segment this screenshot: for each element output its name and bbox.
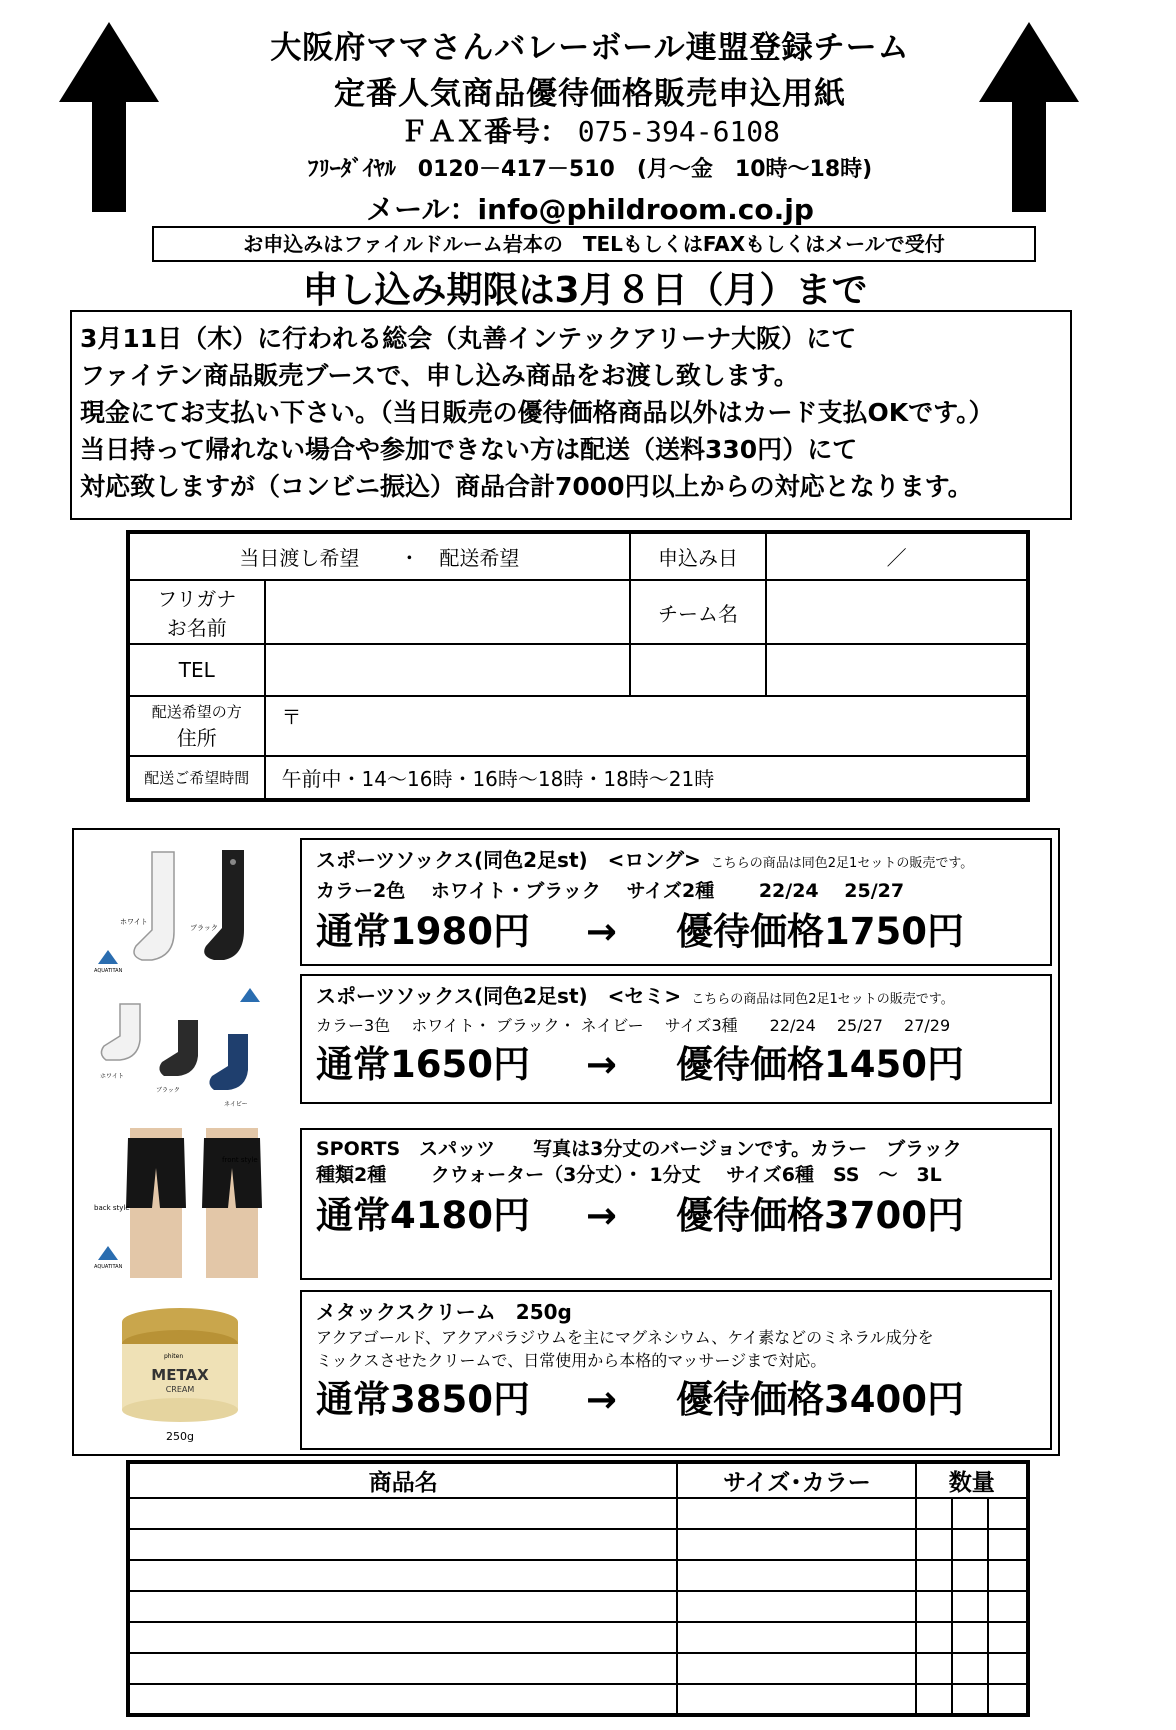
product-name: メタックスクリーム 250g — [316, 1300, 572, 1324]
tel-label: TEL — [128, 644, 265, 696]
up-arrow-left-icon — [54, 22, 164, 212]
label-black: ブラック — [156, 1087, 180, 1094]
qty-cell[interactable] — [988, 1684, 1028, 1715]
size-cell[interactable] — [677, 1653, 916, 1684]
mail-label: メール： — [366, 193, 478, 226]
product-name: SPORTS スパッツ 写真は3分丈のバージョンです。カラー ブラック — [316, 1138, 962, 1160]
mail-address[interactable]: info@phildroom.co.jp — [477, 193, 814, 226]
label-navy: ネイビー — [224, 1101, 248, 1108]
product-card — [300, 838, 1052, 966]
table-row — [128, 1498, 1028, 1529]
metax-cream-image — [94, 1300, 270, 1450]
fax-line — [150, 110, 1030, 150]
product-detail-line1: アクアゴールド、アクアパラジウムを主にマグネシウム、ケイ素などのミネラル成分を — [316, 1328, 934, 1347]
product-detail: 種類2種 クウォーター（3分丈）・ 1分丈 サイズ6種 SS ～ 3L — [316, 1164, 942, 1186]
mail-line — [150, 188, 1030, 228]
deadline-text: 申し込み期限は3月８日（月）まで — [302, 270, 868, 311]
col-size-color: サイズ･カラー — [677, 1462, 916, 1498]
aquatitan-logo: AQUATITAN — [94, 1264, 123, 1270]
postal-mark: 〒 — [281, 705, 302, 729]
product-card — [300, 1128, 1052, 1280]
special-price: 優待価格1450円 — [676, 1043, 964, 1086]
delivery-option-field[interactable]: 当日渡し希望 ・ 配送希望 — [128, 532, 630, 580]
size-cell[interactable] — [677, 1498, 916, 1529]
product-card — [300, 1290, 1052, 1450]
normal-price: 通常1980円 — [316, 910, 530, 953]
product-card — [300, 974, 1052, 1104]
label-black: ブラック — [190, 924, 218, 932]
table-row — [128, 1529, 1028, 1560]
product-name: スポーツソックス(同色2足st) <セミ> — [316, 984, 682, 1008]
qty-cell[interactable] — [916, 1622, 952, 1653]
col-quantity: 数量 — [916, 1462, 1028, 1498]
qty-cell[interactable] — [988, 1529, 1028, 1560]
size-cell[interactable] — [677, 1684, 916, 1715]
qty-cell[interactable] — [916, 1684, 952, 1715]
qty-cell[interactable] — [988, 1560, 1028, 1591]
right-arrow-icon: → — [586, 910, 618, 953]
normal-price: 通常1650円 — [316, 1043, 530, 1086]
product-cell[interactable] — [128, 1591, 677, 1622]
qty-cell[interactable] — [952, 1560, 988, 1591]
table-row — [128, 1560, 1028, 1591]
qty-cell[interactable] — [988, 1653, 1028, 1684]
size-cell[interactable] — [677, 1622, 916, 1653]
team-label: チーム名 — [630, 580, 766, 644]
qty-cell[interactable] — [916, 1529, 952, 1560]
table-row — [128, 1653, 1028, 1684]
fax-label: ＦＡＸ番号： — [399, 115, 568, 148]
info-line: ファイテン商品販売ブースで、申し込み商品をお渡し致します。 — [80, 361, 799, 390]
long-socks-image — [94, 848, 270, 978]
qty-cell[interactable] — [952, 1498, 988, 1529]
order-table — [126, 1460, 1030, 1717]
fax-number: 075-394-6108 — [577, 115, 781, 148]
qty-cell[interactable] — [916, 1498, 952, 1529]
product-cell[interactable] — [128, 1560, 677, 1591]
page-title-line2: 定番人気商品優待価格販売申込用紙 — [334, 76, 846, 112]
info-line: 3月11日（木）に行われる総会（丸善インテックアリーナ大阪）にて — [80, 324, 857, 353]
col-product-name: 商品名 — [128, 1462, 677, 1498]
info-box — [70, 310, 1072, 520]
product-detail: カラー3色 ホワイト・ ブラック・ ネイビー サイズ3種 22/24 25/27 27/29 — [316, 1016, 951, 1035]
qty-cell[interactable] — [988, 1591, 1028, 1622]
special-price: 優待価格1750円 — [676, 910, 964, 953]
spats-image — [94, 1128, 270, 1278]
product-note: こちらの商品は同色2足1セットの販売です。 — [710, 856, 974, 871]
size-cell[interactable] — [677, 1591, 916, 1622]
right-arrow-icon: → — [586, 1194, 618, 1237]
weight-label: 250g — [166, 1430, 194, 1443]
label-back-style: back style — [94, 1204, 130, 1212]
product-name: スポーツソックス(同色2足st) <ロング> — [316, 848, 701, 872]
aquatitan-logo: AQUATITAN — [94, 968, 123, 974]
notice-box: お申込みはファイルドルーム岩本の TELもしくはFAXもしくはメールで受付 — [152, 226, 1036, 262]
product-detail: カラー2色 ホワイト・ブラック サイズ2種 22/24 25/27 — [316, 880, 905, 902]
time-field[interactable]: 午前中・14～16時・16時～18時・18時～21時 — [265, 756, 1028, 800]
special-price: 優待価格3700円 — [676, 1194, 964, 1237]
cream-label: CREAM — [165, 1385, 195, 1394]
qty-cell[interactable] — [952, 1591, 988, 1622]
right-arrow-icon: → — [586, 1043, 618, 1086]
right-arrow-icon: → — [586, 1378, 618, 1421]
product-cell[interactable] — [128, 1498, 677, 1529]
free-dial-line: ﾌﾘｰﾀﾞｲﾔﾙ 0120－417－510 (月～金 10時～18時) — [307, 157, 873, 182]
metax-label: METAX — [151, 1366, 209, 1384]
qty-cell[interactable] — [916, 1591, 952, 1622]
size-cell[interactable] — [677, 1560, 916, 1591]
normal-price: 通常3850円 — [316, 1378, 530, 1421]
qty-cell[interactable] — [952, 1684, 988, 1715]
qty-cell[interactable] — [952, 1622, 988, 1653]
phiten-logo: phiten — [164, 1353, 184, 1360]
tel-extra-field[interactable] — [630, 644, 766, 696]
product-list — [72, 828, 1060, 1456]
semi-socks-image — [94, 984, 270, 1114]
qty-cell[interactable] — [988, 1498, 1028, 1529]
label-front-style: front style — [222, 1156, 258, 1164]
tel-extra-field-2[interactable] — [766, 644, 1028, 696]
info-line: 当日持って帰れない場合や参加できない方は配送（送料330円）にて — [80, 435, 858, 464]
team-field[interactable] — [766, 580, 1028, 644]
table-row — [128, 1622, 1028, 1653]
name-label: フリガナ お名前 — [128, 580, 265, 644]
product-note: こちらの商品は同色2足1セットの販売です。 — [691, 992, 954, 1007]
table-row — [128, 1591, 1028, 1622]
label-white: ホワイト — [120, 918, 148, 926]
page-title-line1: 大阪府ママさんバレーボール連盟登録チーム — [270, 30, 910, 66]
label-white: ホワイト — [100, 1073, 124, 1080]
qty-cell[interactable] — [916, 1560, 952, 1591]
tel-field[interactable] — [265, 644, 630, 696]
special-price: 優待価格3400円 — [676, 1378, 964, 1421]
product-cell[interactable] — [128, 1622, 677, 1653]
qty-cell[interactable] — [988, 1622, 1028, 1653]
normal-price: 通常4180円 — [316, 1194, 530, 1237]
address-field[interactable] — [265, 696, 1028, 756]
qty-cell[interactable] — [916, 1653, 952, 1684]
info-line: 対応致しますが（コンビニ振込）商品合計7000円以上からの対応となります。 — [80, 472, 973, 501]
address-label: 配送希望の方 住所 — [128, 696, 265, 756]
application-form — [126, 530, 1030, 802]
date-field[interactable]: ／ — [766, 532, 1028, 580]
product-detail-line2: ミックスさせたクリームで、日常使用から本格的マッサージまで対応。 — [316, 1351, 827, 1370]
info-line: 現金にてお支払い下さい。（当日販売の優待価格商品以外はカード支払OKです。） — [80, 398, 994, 427]
size-cell[interactable] — [677, 1529, 916, 1560]
table-row — [128, 1684, 1028, 1715]
date-label: 申込み日 — [630, 532, 766, 580]
product-cell[interactable] — [128, 1653, 677, 1684]
name-field[interactable] — [265, 580, 630, 644]
product-cell[interactable] — [128, 1529, 677, 1560]
time-label: 配送ご希望時間 — [128, 756, 265, 800]
qty-cell[interactable] — [952, 1653, 988, 1684]
qty-cell[interactable] — [952, 1529, 988, 1560]
product-cell[interactable] — [128, 1684, 677, 1715]
